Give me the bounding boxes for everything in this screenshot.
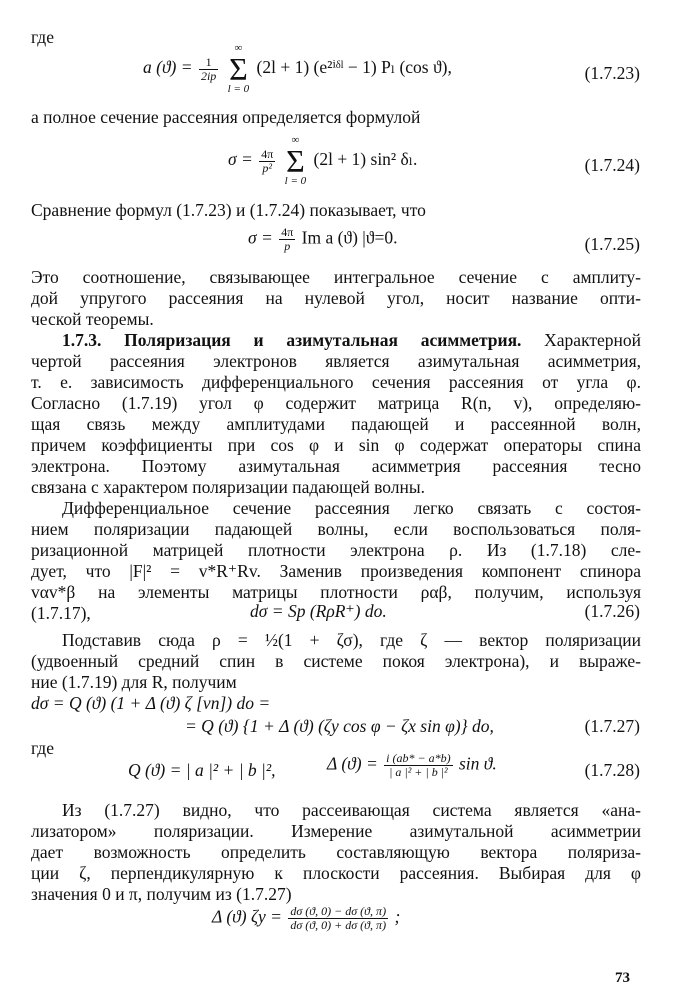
fraction-denominator: p [284, 239, 291, 253]
fraction [384, 752, 452, 779]
fraction-denominator: p² [262, 160, 273, 175]
equation-1-7-24 [0, 134, 678, 187]
text-line: ции ζ, перпендикулярную к плоскости рассеяния. Выбирая для φ [31, 863, 641, 883]
equation-asymmetry [0, 905, 678, 945]
text-line: связана с характером поляризации падающей волны. [31, 477, 425, 497]
text-line: vαv*β на элементы матрицы плотности ραβ, получим, используя [31, 582, 641, 602]
equation-delta [327, 752, 497, 779]
text-line: причем коэффициенты при cos φ и sin φ содержат операторы спина [31, 435, 641, 455]
text-line: (удвоенный средний спин в системе покоя электрона), и выраже- [31, 651, 641, 671]
page-number: 73 [615, 970, 630, 986]
sum-lower: l = 0 [227, 83, 250, 95]
text-line: ние (1.7.19) для R, получим [31, 672, 237, 692]
text-line: где [31, 738, 54, 758]
equation-number: (1.7.25) [584, 234, 640, 254]
equation-q: Q (ϑ) = | a |² + | b |², [128, 760, 276, 780]
equation-body: dσ = Q (ϑ) (1 + Δ (ϑ) ζ [vn]) do = [31, 693, 271, 713]
equation-rhs: ; [394, 906, 401, 927]
equation-number: (1.7.26) [584, 601, 640, 621]
equation-lhs: a (ϑ) = [143, 57, 193, 78]
sum-sign: ∞ Σ l = 0 [227, 42, 250, 95]
text-line: электрона. Поэтому азимутальная асимметрия рассеяния тесно [31, 456, 641, 476]
fraction-denominator: | a |² + | b |² [389, 765, 448, 779]
equation-rhs: sin ϑ. [458, 753, 497, 774]
fraction [259, 148, 275, 175]
equation-body [143, 43, 452, 95]
equation-1-7-28 [0, 752, 678, 792]
equation-1-7-23 [0, 42, 678, 95]
text-line: Дифференциальное сечение рассеяния легко связать с состоя- [62, 498, 641, 518]
text-line: ческой теоремы. [31, 309, 154, 329]
equation-body [212, 905, 400, 932]
section-heading-line [62, 330, 641, 350]
equation-lhs: Δ (ϑ) = [327, 753, 378, 774]
text-line: а полное сечение рассеяния определяется формулой [31, 107, 421, 127]
equation-number: (1.7.23) [584, 63, 640, 83]
text-line: дает возможность определить составляющую вектора поляриза- [31, 842, 641, 862]
fraction [288, 905, 388, 932]
equation-lhs: σ = [248, 227, 273, 248]
section-heading: 1.7.3. Поляризация и азимутальная асимметрия. [62, 330, 522, 350]
text-line: где [31, 27, 54, 47]
fraction-denominator: 2ip [200, 68, 217, 83]
text-line: Из (1.7.27) видно, что рассеивающая система является «ана- [62, 800, 641, 820]
fraction-numerator: dσ (ϑ, 0) − dσ (ϑ, π) [290, 904, 387, 918]
equation-lhs: Δ (ϑ) ζy = [212, 906, 282, 927]
equation-number: (1.7.27) [584, 716, 640, 736]
text-line: (1.7.17), [31, 603, 91, 623]
equation-lhs: σ = [228, 149, 253, 170]
text-line: лизатором» поляризации. Измерение азимутальной асимметрии [31, 821, 641, 841]
text-line: чертой рассеяния электронов является азимутальная асимметрия, [31, 351, 641, 371]
equation-number: (1.7.24) [584, 155, 640, 175]
sum-upper: ∞ [234, 42, 243, 54]
equation-body [228, 135, 417, 187]
fraction-denominator: dσ (ϑ, 0) + dσ (ϑ, π) [290, 918, 387, 932]
text-line: дует, что |F|² = v*R⁺Rv. Заменив произведения компонент спинора [31, 561, 641, 581]
equation-number: (1.7.28) [584, 760, 640, 780]
fraction-numerator: i (ab* − a*b) [386, 751, 451, 765]
fraction [199, 56, 218, 83]
text-line: дой упругого рассеяния на нулевой угол, носит название опти- [31, 288, 641, 308]
fraction-numerator: 4π [261, 146, 274, 161]
text-line: Это соотношение, связывающее интегральное сечение с амплиту- [31, 267, 641, 287]
text-line: Сравнение формул (1.7.23) и (1.7.24) показывает, что [31, 200, 426, 220]
text-line: значения 0 и π, получим из (1.7.27) [31, 884, 292, 904]
fraction [279, 226, 295, 253]
equation-rhs: (2l + 1) sin² δₗ. [313, 149, 418, 170]
text-line: Подставив сюда ρ = ½(1 + ζσ), где ζ — вектор поляризации [62, 630, 641, 650]
equation-body: = Q (ϑ) {1 + Δ (ϑ) (ζy cos φ − ζx sin φ)} do, [185, 716, 494, 736]
text-line: щая связь между амплитудами падающей и рассеянной волн, [31, 414, 641, 434]
sum-lower: l = 0 [284, 175, 307, 187]
text-line: Согласно (1.7.19) угол φ содержит матрица R(n, v), определяю- [31, 393, 641, 413]
equation-rhs: (2l + 1) (e²ⁱᵟˡ − 1) Pₗ (cos ϑ), [256, 57, 452, 78]
text-line: ризационной матрицей плотности электрона ρ. Из (1.7.18) сле- [31, 540, 641, 560]
fraction-numerator: 4π [281, 225, 294, 239]
text-line: нием поляризации падающей волны, если воспользоваться поля- [31, 519, 641, 539]
fraction-numerator: 1 [199, 56, 218, 70]
equation-1-7-25 [0, 226, 678, 266]
text-run: Характерной [521, 330, 641, 350]
text-line: т. е. зависимость дифференциального сечения рассеяния от угла φ. [31, 372, 641, 392]
sum-sign: ∞ Σ l = 0 [284, 134, 307, 187]
equation-rhs: Im a (ϑ) |ϑ=0. [301, 227, 398, 248]
equation-body [248, 226, 397, 253]
equation-body: dσ = Sp (RρR⁺) do. [250, 601, 387, 621]
sum-upper: ∞ [291, 134, 300, 146]
